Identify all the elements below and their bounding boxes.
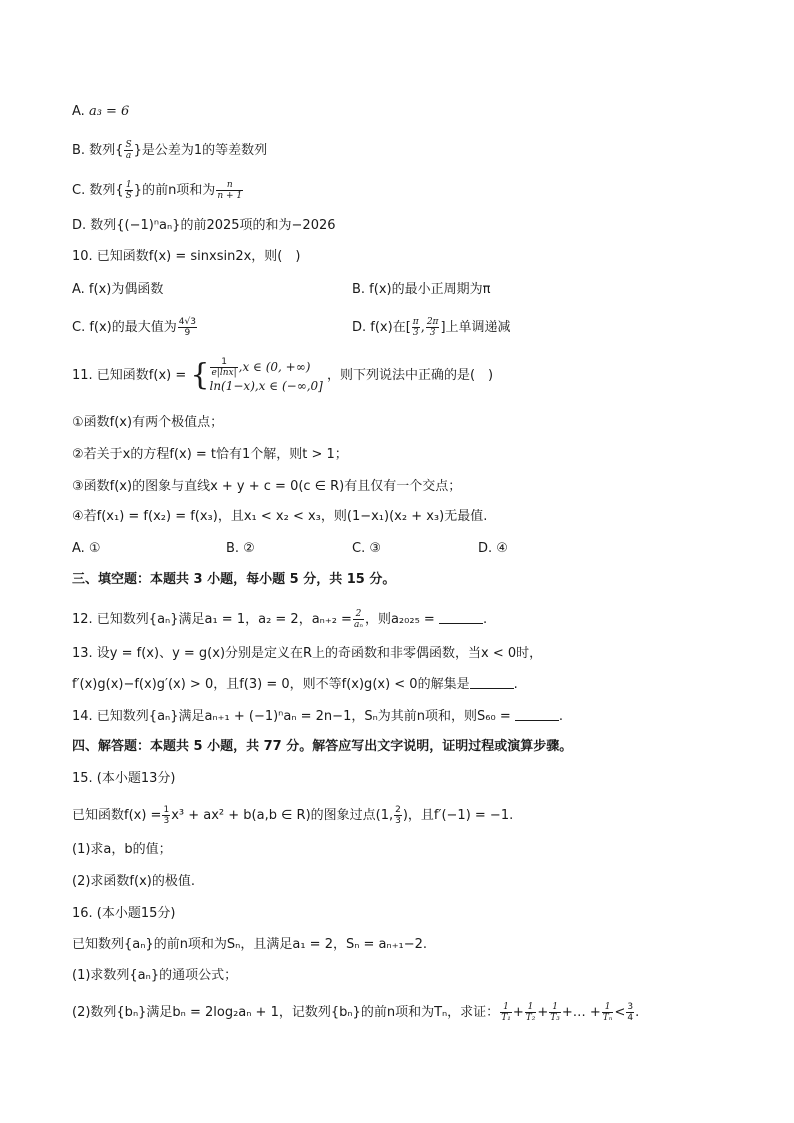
numerator: 1: [163, 805, 170, 815]
period: .: [482, 612, 488, 627]
numerator: S: [125, 140, 132, 150]
fraction: [178, 317, 197, 338]
numerator: 1: [125, 180, 132, 190]
fraction: [162, 805, 170, 826]
case-condition: ,x ∈ (0, +∞): [238, 360, 311, 374]
q15-heading: 15. (本小题13分): [72, 771, 176, 786]
stem-text: 已知函数f(x) =: [72, 808, 162, 823]
numerator: π: [412, 317, 419, 327]
fraction: [412, 317, 420, 338]
q11-statement-3: ③函数f(x)的图象与直线x + y + c = 0(c ∈ R)有且仅有一个交点；: [72, 479, 462, 494]
fraction: [426, 317, 440, 338]
stem-text: f′(x)g(x)−f(x)g′(x) > 0，且f(3) = 0，则不等f(x)g(x) < 0的解集是: [72, 677, 470, 692]
option-text: }是公差为1的等差数列: [133, 143, 268, 158]
section-4-heading: 四、解答题：本题共 5 小题，共 77 分。解答应写出文字说明，证明过程或演算步骤。: [72, 739, 573, 754]
denominator: 9: [184, 328, 191, 338]
q12-stem: [72, 609, 487, 630]
answer-blank[interactable]: [470, 676, 514, 689]
fraction: [210, 357, 237, 378]
piecewise-brace: {: [190, 357, 210, 393]
fraction: [216, 180, 243, 201]
stem-text: (2)数列{bₙ}满足bₙ = 2log₂aₙ + 1，记数列{bₙ}的前n项和为Tₙ，求证：: [72, 1005, 500, 1020]
denominator: e|lnx|: [211, 368, 237, 378]
stem-text: ，则下列说法中正确的是( ): [326, 368, 494, 383]
stem-text: )，且f′(−1) = −1.: [402, 808, 514, 823]
q11-option-b: B. ②: [226, 541, 255, 556]
q10-option-a: A. f(x)为偶函数: [72, 282, 164, 297]
numerator: 2: [395, 805, 401, 815]
option-text: D. f(x)在[: [352, 320, 411, 335]
numerator: 1: [602, 1002, 614, 1013]
denominator: n + 1: [217, 191, 243, 201]
case-expression: ln(1−x),x ∈ (−∞,0]: [209, 379, 323, 393]
period: .: [513, 677, 518, 692]
q9-option-d: D. 数列{(−1)ⁿaₙ}的前2025项的和为−2026: [72, 218, 336, 233]
fraction: [125, 180, 133, 201]
denominator: 3: [163, 816, 170, 826]
q11-statement-4: ④若f(x₁) = f(x₂) = f(x₃)，且x₁ < x₂ < x₃，则(1−x₁)(x₂ + x₃)无最值.: [72, 509, 488, 524]
q11-stem: [72, 354, 493, 398]
q16-heading: 16. (本小题15分): [72, 906, 176, 921]
option-text: C. 数列{: [72, 183, 124, 198]
ellipsis: +… +: [561, 1005, 601, 1020]
q11-statement-2: ②若关于x的方程f(x) = t恰有1个解，则t > 1；: [72, 447, 348, 462]
stem-text: 12. 已知数列{aₙ}满足a₁ = 1，a₂ = 2，aₙ₊₂ =: [72, 612, 352, 627]
q16-part-1: (1)求数列{aₙ}的通项公式；: [72, 968, 238, 983]
q10-option-d: D. f(x)在[ $\frac{\pi}{3}$ , $\frac{2\pi}{3}$ ]上单调递减: [352, 317, 511, 338]
q10-option-b: B. f(x)的最小正周期为π: [352, 282, 491, 297]
numerator: 2: [353, 609, 364, 620]
denominator: Tₙ: [602, 1013, 613, 1023]
q15-part-1: (1)求a，b的值；: [72, 842, 172, 857]
numerator: 1: [549, 1002, 561, 1013]
piecewise-cases: [209, 357, 322, 394]
fraction: [626, 1002, 634, 1023]
q10-option-c: [72, 317, 198, 338]
option-text: C. f(x)的最大值为: [72, 320, 177, 335]
fraction: [549, 1002, 561, 1023]
numerator: n: [216, 180, 243, 191]
plus-sign: +: [512, 1005, 524, 1020]
q13-line-1: 13. 设y = f(x)、y = g(x)分别是定义在R上的奇函数和非零偶函数，当x < 0时，: [72, 646, 543, 661]
option-letter: A.: [72, 104, 89, 119]
option-expression: a₃ = 6: [88, 104, 130, 119]
section-3-heading: 三、填空题：本题共 3 小题，每小题 5 分，共 15 分。: [72, 572, 396, 587]
denominator: 4: [627, 1013, 634, 1023]
q9-option-b: [72, 140, 267, 161]
q11-option-d: D. ④: [478, 541, 508, 556]
q13-line-2: [72, 676, 518, 694]
denominator: 3: [395, 816, 401, 826]
option-text: B. 数列{: [72, 143, 124, 158]
less-than-sign: <: [614, 1005, 626, 1020]
denominator: T₃: [550, 1013, 560, 1023]
q15-part-2: (2)求函数f(x)的极值.: [72, 874, 195, 889]
denominator: 3: [412, 328, 419, 338]
fraction: [525, 1002, 537, 1023]
q11-option-c: C. ③: [352, 541, 381, 556]
q16-part-2: [72, 1002, 639, 1023]
fraction: [124, 140, 132, 161]
fraction: [602, 1002, 614, 1023]
stem-text: ，则a₂₀₂₅ =: [364, 612, 435, 627]
q10-stem: 10. 已知函数f(x) = sinxsin2x，则( ): [72, 249, 301, 264]
denominator: a: [125, 151, 132, 161]
q11-statement-1: ①函数f(x)有两个极值点；: [72, 415, 224, 430]
numerator: 1: [525, 1002, 537, 1013]
option-text: ]上单调递减: [440, 320, 511, 335]
option-text: }的前n项和为: [133, 183, 216, 198]
fraction: [500, 1002, 512, 1023]
numerator: 2π: [426, 317, 439, 327]
fraction: [353, 609, 364, 630]
numerator: 1: [210, 357, 237, 368]
fraction: [394, 805, 402, 826]
stem-text: 11. 已知函数f(x) =: [72, 368, 187, 383]
numerator: 4√3: [178, 317, 196, 327]
plus-sign: +: [537, 1005, 549, 1020]
answer-blank[interactable]: [515, 708, 559, 721]
q9-option-c: [72, 180, 244, 201]
answer-blank[interactable]: [439, 611, 483, 624]
q14-stem: [72, 708, 563, 726]
denominator: 3: [429, 328, 436, 338]
q15-stem: [72, 805, 513, 826]
denominator: T₂: [525, 1013, 536, 1023]
period: .: [635, 1005, 640, 1020]
numerator: 3: [627, 1002, 634, 1012]
denominator: T₁: [501, 1013, 511, 1023]
stem-text: x³ + ax² + b(a,b ∈ R)的图象过点(1,: [171, 808, 394, 823]
numerator: 1: [500, 1002, 512, 1013]
q9-option-a: [72, 103, 129, 121]
denominator: aₙ: [353, 620, 363, 630]
q16-stem: 已知数列{aₙ}的前n项和为Sₙ，且满足a₁ = 2，Sₙ = aₙ₊₁−2.: [72, 937, 428, 952]
denominator: S: [125, 191, 132, 201]
stem-text: 14. 已知数列{aₙ}满足aₙ₊₁ + (−1)ⁿaₙ = 2n−1，Sₙ为其前n项和，则S₆₀ =: [72, 709, 511, 724]
q11-option-a: A. ①: [72, 541, 101, 556]
period: .: [558, 709, 563, 724]
